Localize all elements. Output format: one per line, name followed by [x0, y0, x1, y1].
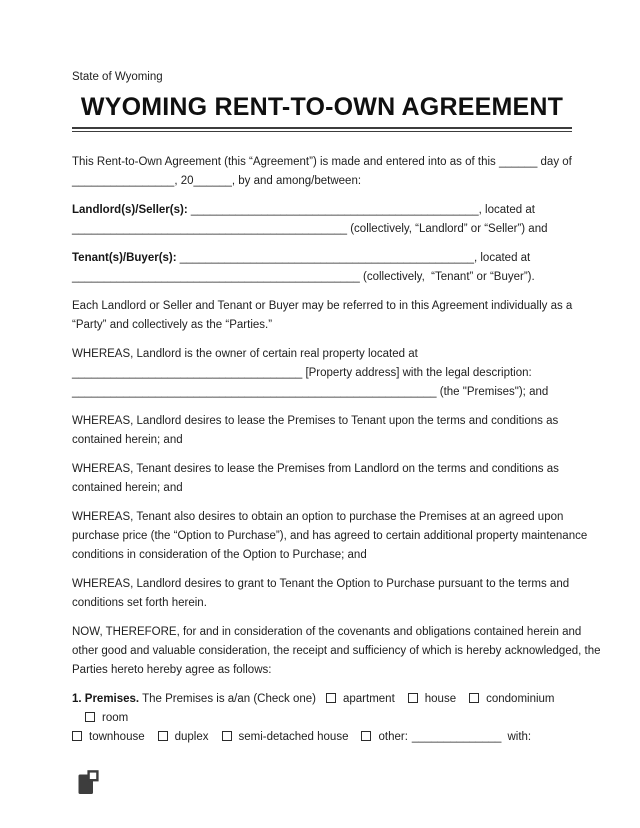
parties-line-2: “Party” and collectively as the “Parties.”	[72, 319, 273, 331]
parties-paragraph	[72, 297, 572, 335]
intro-line-1: This Rent-to-Own Agreement (this “Agreement”) is made and entered into as of this ______ day of	[72, 156, 572, 168]
checkbox-icon[interactable]	[408, 693, 418, 703]
legal-description-blank-line: _________________________________________________________ (the "Premises"); and	[72, 386, 549, 398]
premises-line-2	[72, 728, 572, 747]
checkbox-label-house: house	[424, 693, 457, 705]
parties-line-1: Each Landlord or Seller and Tenant or Buyer may be referred to in this Agreement individually as a	[72, 300, 573, 312]
whereas-landlord-lease-line-2: contained herein; and	[72, 434, 183, 446]
checkbox-townhouse[interactable]	[72, 728, 145, 747]
whereas-tenant-lease-paragraph	[72, 460, 572, 498]
tenant-name-blank: ______________________________________________, located at	[179, 252, 531, 264]
landlord-paragraph	[72, 201, 572, 239]
other-blank-line: ______________	[411, 731, 502, 743]
premises-line-1	[72, 690, 572, 728]
landlord-name-blank: _____________________________________________, located at	[190, 204, 535, 216]
state-label: State of Wyoming	[72, 71, 163, 83]
checkbox-icon[interactable]	[85, 712, 95, 722]
intro-line-2: ________________, 20______, by and among/between:	[72, 175, 362, 187]
now-therefore-line-1: NOW, THEREFORE, for and in consideration of the covenants and obligations contained herein and	[72, 626, 582, 638]
checkbox-semi-detached-house[interactable]	[222, 728, 349, 747]
landlord-label: Landlord(s)/Seller(s):	[72, 204, 191, 216]
now-therefore-line-2: other good and valuable consideration, the receipt and sufficiency of which is hereby acknowledged, the	[72, 645, 601, 657]
tenant-line-1	[72, 249, 572, 268]
with-label: with:	[507, 731, 532, 743]
checkbox-label-townhouse: townhouse	[89, 731, 145, 743]
checkbox-icon[interactable]	[158, 731, 168, 741]
legal-templates-logo	[78, 770, 99, 795]
checkbox-label-other: other:	[378, 731, 408, 743]
whereas-grant-line-2: conditions set forth herein.	[72, 597, 207, 609]
checkbox-room[interactable]	[85, 709, 128, 728]
checkbox-icon[interactable]	[469, 693, 479, 703]
whereas-grant-paragraph	[72, 575, 572, 613]
whereas-option-paragraph	[72, 508, 588, 565]
landlord-line-2: ___________________________________________ (collectively, “Landlord” or “Seller”) and	[72, 223, 548, 235]
whereas-tenant-lease-line-2: contained herein; and	[72, 482, 183, 494]
now-therefore-line-3: Parties hereto hereby agree as follows:	[72, 664, 272, 676]
checkbox-other[interactable]	[361, 728, 531, 747]
checkbox-condominium[interactable]	[469, 690, 554, 709]
logo-small-square	[89, 771, 98, 780]
landlord-line-1	[72, 201, 572, 220]
whereas-property-paragraph	[72, 345, 572, 402]
title-double-underline	[72, 127, 572, 132]
property-address-blank-line: ____________________________________ [Property address] with the legal description:	[72, 367, 532, 379]
checkbox-icon[interactable]	[361, 731, 371, 741]
checkbox-label-semi-detached-house: semi-detached house	[238, 731, 349, 743]
whereas-option-line-2: purchase price (the “Option to Purchase”), and has agreed to certain additional property maintenance	[72, 530, 588, 542]
whereas-landlord-lease-line-1: WHEREAS, Landlord desires to lease the Premises to Tenant upon the terms and conditions as	[72, 415, 559, 427]
whereas-landlord-lease-paragraph	[72, 412, 572, 450]
tenant-label: Tenant(s)/Buyer(s):	[72, 252, 180, 264]
tenant-line-2: _____________________________________________ (collectively, “Tenant” or “Buyer”).	[72, 271, 535, 283]
checkbox-label-apartment: apartment	[342, 693, 395, 705]
whereas-option-line-1: WHEREAS, Tenant also desires to obtain an option to purchase the Premises at an agreed upon	[72, 511, 564, 523]
whereas-property-line-1: WHEREAS, Landlord is the owner of certain real property located at	[72, 348, 418, 360]
checkbox-house[interactable]	[408, 690, 456, 709]
checkbox-label-condominium: condominium	[486, 693, 555, 705]
whereas-grant-line-1: WHEREAS, Landlord desires to grant to Tenant the Option to Purchase pursuant to the terms and	[72, 578, 570, 590]
intro-paragraph	[72, 153, 572, 191]
document-title: WYOMING RENT-TO-OWN AGREEMENT	[80, 93, 564, 121]
premises-lead-text: The Premises is a/an (Check one)	[139, 693, 316, 705]
checkbox-label-room: room	[102, 712, 129, 724]
checkbox-apartment[interactable]	[326, 690, 395, 709]
checkbox-label-duplex: duplex	[174, 731, 209, 743]
now-therefore-paragraph	[72, 623, 601, 680]
checkbox-icon[interactable]	[326, 693, 336, 703]
premises-number-label: 1. Premises.	[72, 693, 140, 705]
whereas-tenant-lease-line-1: WHEREAS, Tenant desires to lease the Premises from Landlord on the terms and conditions as	[72, 463, 559, 475]
checkbox-duplex[interactable]	[158, 728, 209, 747]
whereas-option-line-3: conditions in consideration of the Option to Purchase; and	[72, 549, 367, 561]
checkbox-icon[interactable]	[72, 731, 82, 741]
premises-section	[72, 690, 572, 747]
tenant-paragraph	[72, 249, 572, 287]
checkbox-icon[interactable]	[222, 731, 232, 741]
document-content	[72, 70, 601, 757]
